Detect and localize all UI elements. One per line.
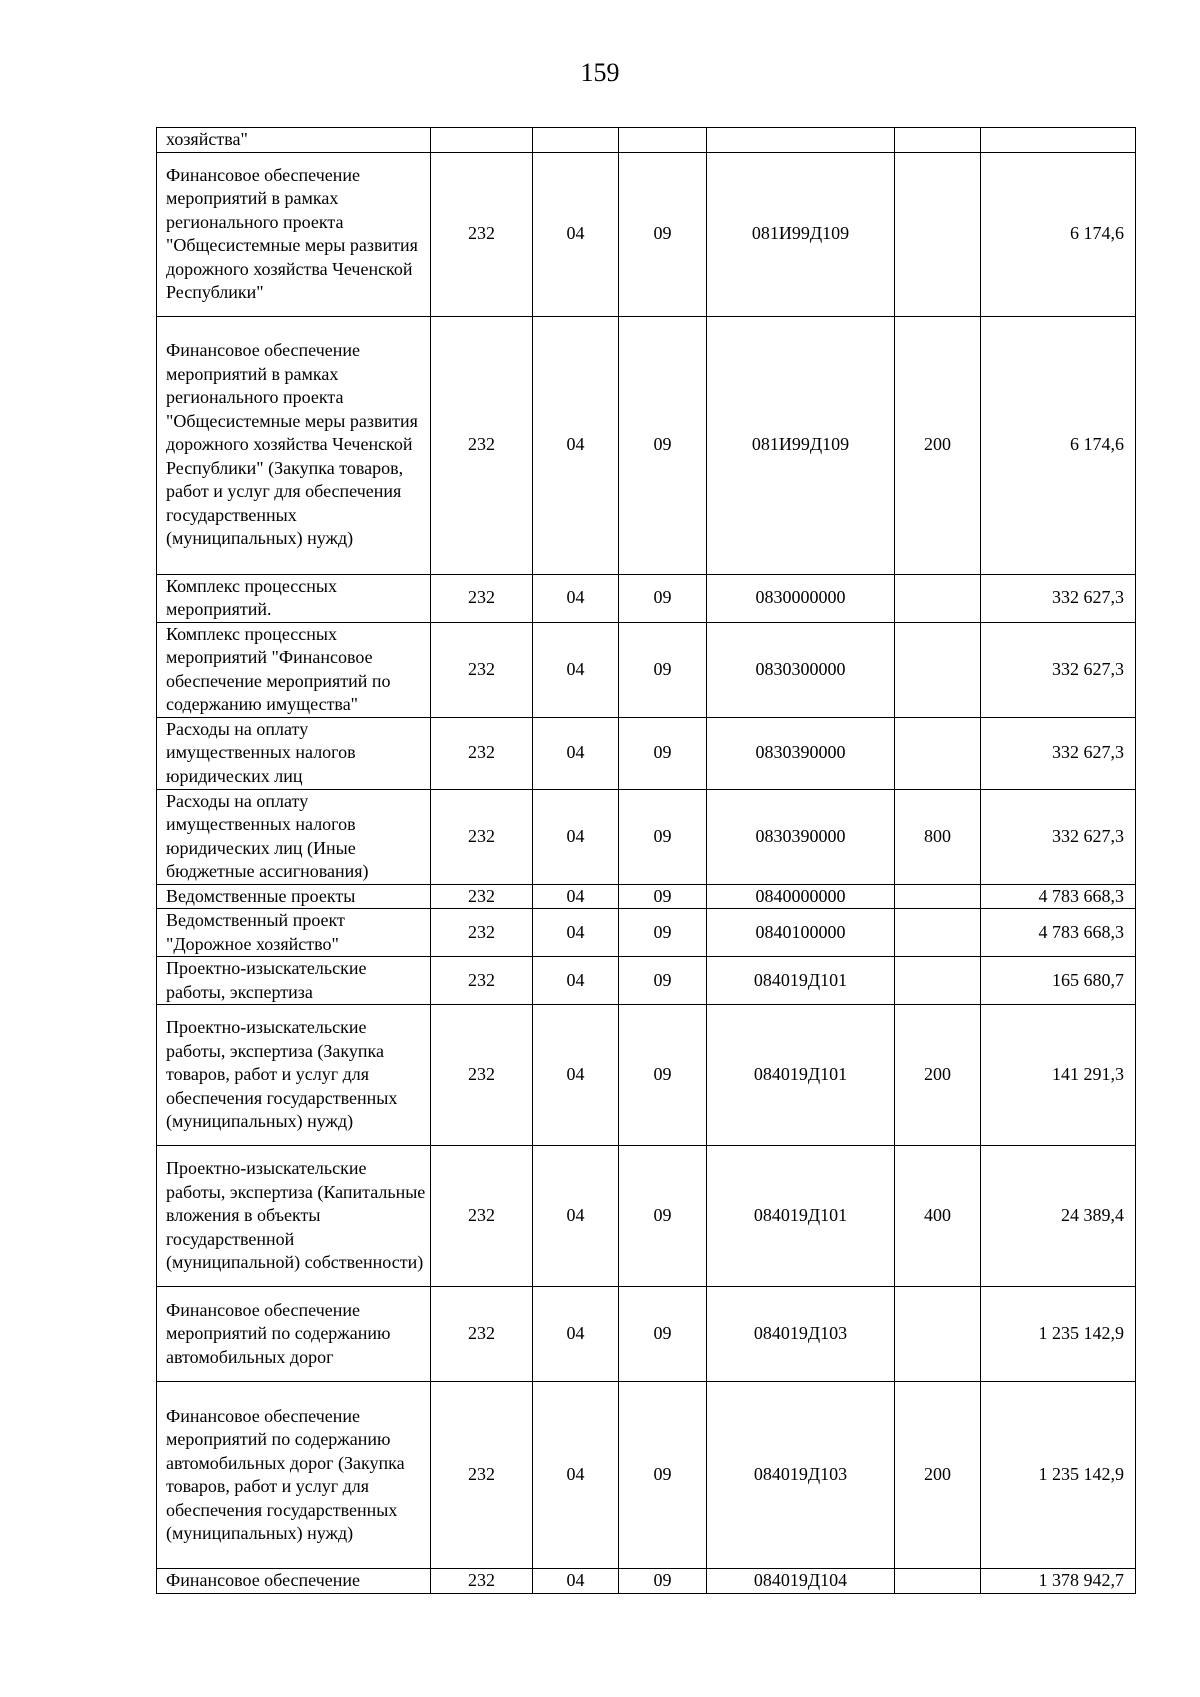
cell-csr: 0830390000 [707, 717, 895, 789]
cell-rz: 04 [533, 574, 619, 622]
cell-pr: 09 [619, 909, 707, 957]
cell-vr [895, 1287, 981, 1382]
cell-pr: 09 [619, 622, 707, 717]
cell-grbs: 232 [431, 1382, 533, 1569]
cell-sum: 1 235 142,9 [981, 1382, 1136, 1569]
cell-sum: 1 235 142,9 [981, 1287, 1136, 1382]
table-row [157, 909, 1136, 957]
table-row [157, 884, 1136, 909]
cell-rz: 04 [533, 884, 619, 909]
cell-grbs: 232 [431, 884, 533, 909]
cell-rz: 04 [533, 316, 619, 574]
cell-sum: 24 389,4 [981, 1146, 1136, 1287]
cell-name: Комплекс процессных мероприятий. [157, 574, 431, 622]
cell-rz [533, 128, 619, 153]
cell-csr: 084019Д103 [707, 1382, 895, 1569]
table-row [157, 1146, 1136, 1287]
cell-vr: 800 [895, 789, 981, 884]
cell-rz: 04 [533, 789, 619, 884]
cell-sum: 1 378 942,7 [981, 1569, 1136, 1594]
table-row [157, 1287, 1136, 1382]
cell-vr: 200 [895, 1382, 981, 1569]
table-body [157, 128, 1136, 1594]
cell-grbs: 232 [431, 1569, 533, 1594]
cell-grbs: 232 [431, 1287, 533, 1382]
cell-rz: 04 [533, 1146, 619, 1287]
cell-grbs [431, 128, 533, 153]
cell-rz: 04 [533, 909, 619, 957]
cell-name: хозяйства" [157, 128, 431, 153]
cell-rz: 04 [533, 622, 619, 717]
cell-vr [895, 128, 981, 153]
cell-name: Финансовое обеспечение мероприятий по содержанию автомобильных дорог (Закупка товаров, работ и услуг для обеспечения государственных (муниципальных) нужд) [157, 1382, 431, 1569]
cell-csr: 084019Д101 [707, 957, 895, 1005]
cell-csr: 084019Д103 [707, 1287, 895, 1382]
cell-rz: 04 [533, 717, 619, 789]
cell-grbs: 232 [431, 957, 533, 1005]
cell-csr: 084019Д101 [707, 1146, 895, 1287]
table-row [157, 1005, 1136, 1146]
cell-grbs: 232 [431, 909, 533, 957]
cell-vr [895, 622, 981, 717]
table-row [157, 957, 1136, 1005]
cell-pr: 09 [619, 316, 707, 574]
cell-csr: 0840100000 [707, 909, 895, 957]
cell-name: Комплекс процессных мероприятий "Финансовое обеспечение мероприятий по содержанию имущества" [157, 622, 431, 717]
cell-vr [895, 884, 981, 909]
cell-csr: 081И99Д109 [707, 152, 895, 316]
table-row [157, 316, 1136, 574]
cell-pr: 09 [619, 1382, 707, 1569]
cell-grbs: 232 [431, 152, 533, 316]
cell-name: Финансовое обеспечение мероприятий в рамках регионального проекта "Общесистемные меры развития дорожного хозяйства Чеченской Республики" [157, 152, 431, 316]
cell-grbs: 232 [431, 1146, 533, 1287]
cell-sum: 332 627,3 [981, 622, 1136, 717]
cell-vr [895, 1569, 981, 1594]
cell-grbs: 232 [431, 316, 533, 574]
cell-pr: 09 [619, 1287, 707, 1382]
cell-rz: 04 [533, 152, 619, 316]
cell-sum: 141 291,3 [981, 1005, 1136, 1146]
table-row [157, 789, 1136, 884]
cell-name: Финансовое обеспечение [157, 1569, 431, 1594]
cell-sum: 332 627,3 [981, 717, 1136, 789]
cell-pr: 09 [619, 152, 707, 316]
table-row [157, 1569, 1136, 1594]
cell-csr: 0840000000 [707, 884, 895, 909]
cell-name: Расходы на оплату имущественных налогов юридических лиц (Иные бюджетные ассигнования) [157, 789, 431, 884]
cell-pr: 09 [619, 789, 707, 884]
cell-pr: 09 [619, 884, 707, 909]
budget-table [156, 127, 1136, 1594]
cell-pr: 09 [619, 1146, 707, 1287]
cell-csr: 084019Д101 [707, 1005, 895, 1146]
cell-sum: 332 627,3 [981, 789, 1136, 884]
cell-name: Проектно-изыскательские работы, экспертиза [157, 957, 431, 1005]
cell-rz: 04 [533, 1005, 619, 1146]
cell-pr: 09 [619, 1569, 707, 1594]
cell-vr: 200 [895, 316, 981, 574]
cell-name: Финансовое обеспечение мероприятий в рамках регионального проекта "Общесистемные меры развития дорожного хозяйства Чеченской Республики" (Закупка товаров, работ и услуг для обеспечения государственных (муниципальных) нужд) [157, 316, 431, 574]
cell-sum [981, 128, 1136, 153]
cell-grbs: 232 [431, 622, 533, 717]
cell-csr: 081И99Д109 [707, 316, 895, 574]
cell-sum: 4 783 668,3 [981, 884, 1136, 909]
table-row [157, 622, 1136, 717]
cell-sum: 6 174,6 [981, 316, 1136, 574]
cell-csr: 0830000000 [707, 574, 895, 622]
table-row [157, 717, 1136, 789]
cell-name: Проектно-изыскательские работы, экспертиза (Закупка товаров, работ и услуг для обеспечения государственных (муниципальных) нужд) [157, 1005, 431, 1146]
cell-rz: 04 [533, 1287, 619, 1382]
table-row [157, 574, 1136, 622]
cell-grbs: 232 [431, 717, 533, 789]
cell-vr: 400 [895, 1146, 981, 1287]
cell-vr [895, 717, 981, 789]
cell-vr [895, 574, 981, 622]
cell-name: Ведомственный проект "Дорожное хозяйство" [157, 909, 431, 957]
cell-rz: 04 [533, 1569, 619, 1594]
cell-pr: 09 [619, 1005, 707, 1146]
cell-pr: 09 [619, 574, 707, 622]
cell-name: Расходы на оплату имущественных налогов юридических лиц [157, 717, 431, 789]
cell-pr [619, 128, 707, 153]
cell-grbs: 232 [431, 789, 533, 884]
cell-csr: 084019Д104 [707, 1569, 895, 1594]
cell-sum: 4 783 668,3 [981, 909, 1136, 957]
cell-name: Проектно-изыскательские работы, экспертиза (Капитальные вложения в объекты государственной (муниципальной) собственности) [157, 1146, 431, 1287]
cell-csr: 0830390000 [707, 789, 895, 884]
cell-csr: 0830300000 [707, 622, 895, 717]
cell-vr: 200 [895, 1005, 981, 1146]
cell-vr [895, 909, 981, 957]
cell-csr [707, 128, 895, 153]
table-row [157, 128, 1136, 153]
table-row [157, 152, 1136, 316]
cell-pr: 09 [619, 717, 707, 789]
cell-rz: 04 [533, 957, 619, 1005]
table-row [157, 1382, 1136, 1569]
cell-name: Ведомственные проекты [157, 884, 431, 909]
cell-sum: 165 680,7 [981, 957, 1136, 1005]
cell-pr: 09 [619, 957, 707, 1005]
cell-name: Финансовое обеспечение мероприятий по содержанию автомобильных дорог [157, 1287, 431, 1382]
cell-vr [895, 152, 981, 316]
cell-sum: 332 627,3 [981, 574, 1136, 622]
cell-sum: 6 174,6 [981, 152, 1136, 316]
cell-grbs: 232 [431, 574, 533, 622]
cell-grbs: 232 [431, 1005, 533, 1146]
cell-vr [895, 957, 981, 1005]
page-number: 159 [580, 58, 620, 87]
cell-rz: 04 [533, 1382, 619, 1569]
